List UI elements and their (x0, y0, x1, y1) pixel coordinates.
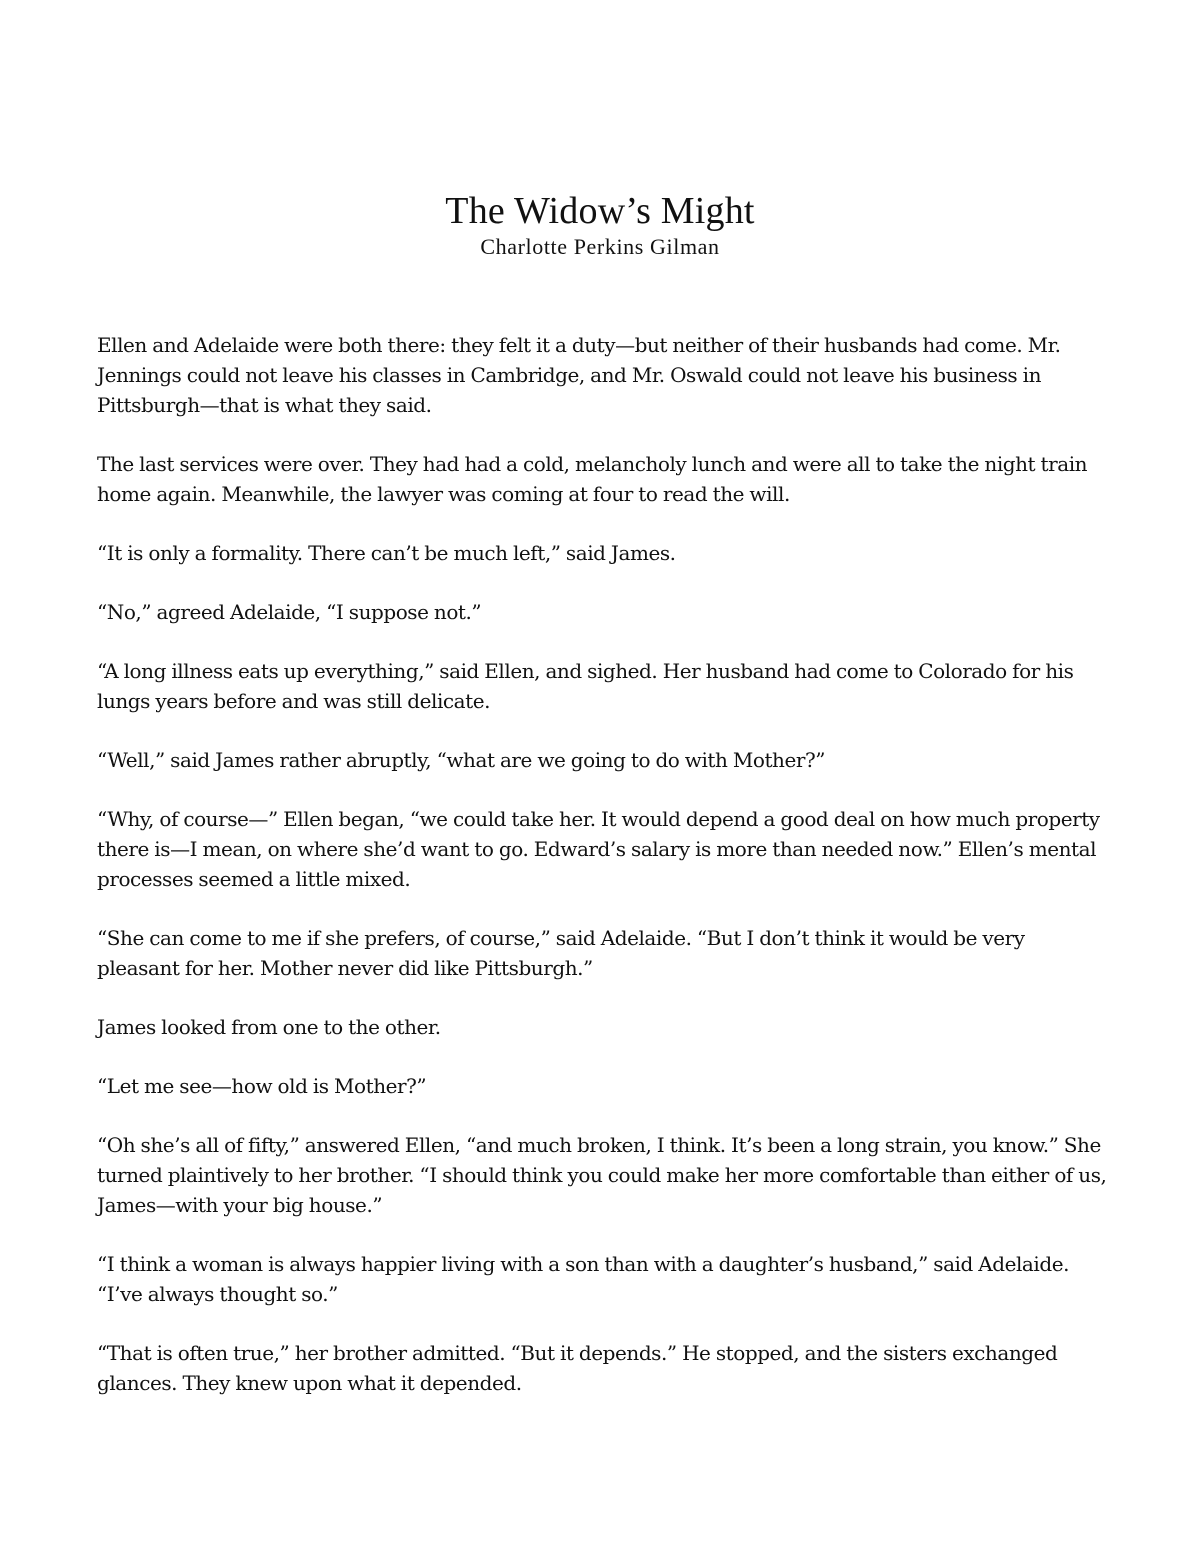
paragraph: “She can come to me if she prefers, of course,” said Adelaide. “But I don’t think it would be very pleasant for her. Mother never did like Pittsburgh.” (97, 926, 1025, 980)
paragraph: “A long illness eats up everything,” said Ellen, and sighed. Her husband had come to Colorado for his lungs years before and was still delicate. (97, 659, 1074, 713)
paragraph: “Oh she’s all of fifty,” answered Ellen, “and much broken, I think. It’s been a long strain, you know.” She turned plaintively to her brother. “I should think you could make her more comfortable than either of us, James—with your big house.” (97, 1133, 1107, 1217)
paragraph: Ellen and Adelaide were both there: they felt it a duty—but neither of their husbands had come. Mr. Jennings could not leave his classes in Cambridge, and Mr. Oswald could not leave his business in Pittsburgh—that is what they said. (97, 333, 1061, 417)
paragraph: “Let me see—how old is Mother?” (97, 1074, 427, 1098)
story-body (97, 330, 1107, 1427)
document-author: Charlotte Perkins Gilman (480, 234, 720, 259)
paragraph: The last services were over. They had had a cold, melancholy lunch and were all to take the night train home again. Meanwhile, the lawyer was coming at four to read the will. (97, 452, 1088, 506)
paragraph: “I think a woman is always happier living with a son than with a daughter’s husband,” said Adelaide. “I’ve always thought so.” (97, 1252, 1069, 1306)
paragraph: “Well,” said James rather abruptly, “what are we going to do with Mother?” (97, 748, 826, 772)
paragraph: “It is only a formality. There can’t be much left,” said James. (97, 541, 676, 565)
title-block (0, 190, 1200, 262)
document-title: The Widow’s Might (445, 190, 755, 232)
paragraph: James looked from one to the other. (97, 1015, 441, 1039)
paragraph: “That is often true,” her brother admitted. “But it depends.” He stopped, and the sisters exchanged glances. They knew upon what it depended. (97, 1341, 1058, 1395)
paragraph: “No,” agreed Adelaide, “I suppose not.” (97, 600, 482, 624)
paragraph: “Why, of course—” Ellen began, “we could take her. It would depend a good deal on how much property there is—I mean, on where she’d want to go. Edward’s salary is more than needed now.” Ellen’s mental processes seemed a little mixed. (97, 807, 1100, 891)
